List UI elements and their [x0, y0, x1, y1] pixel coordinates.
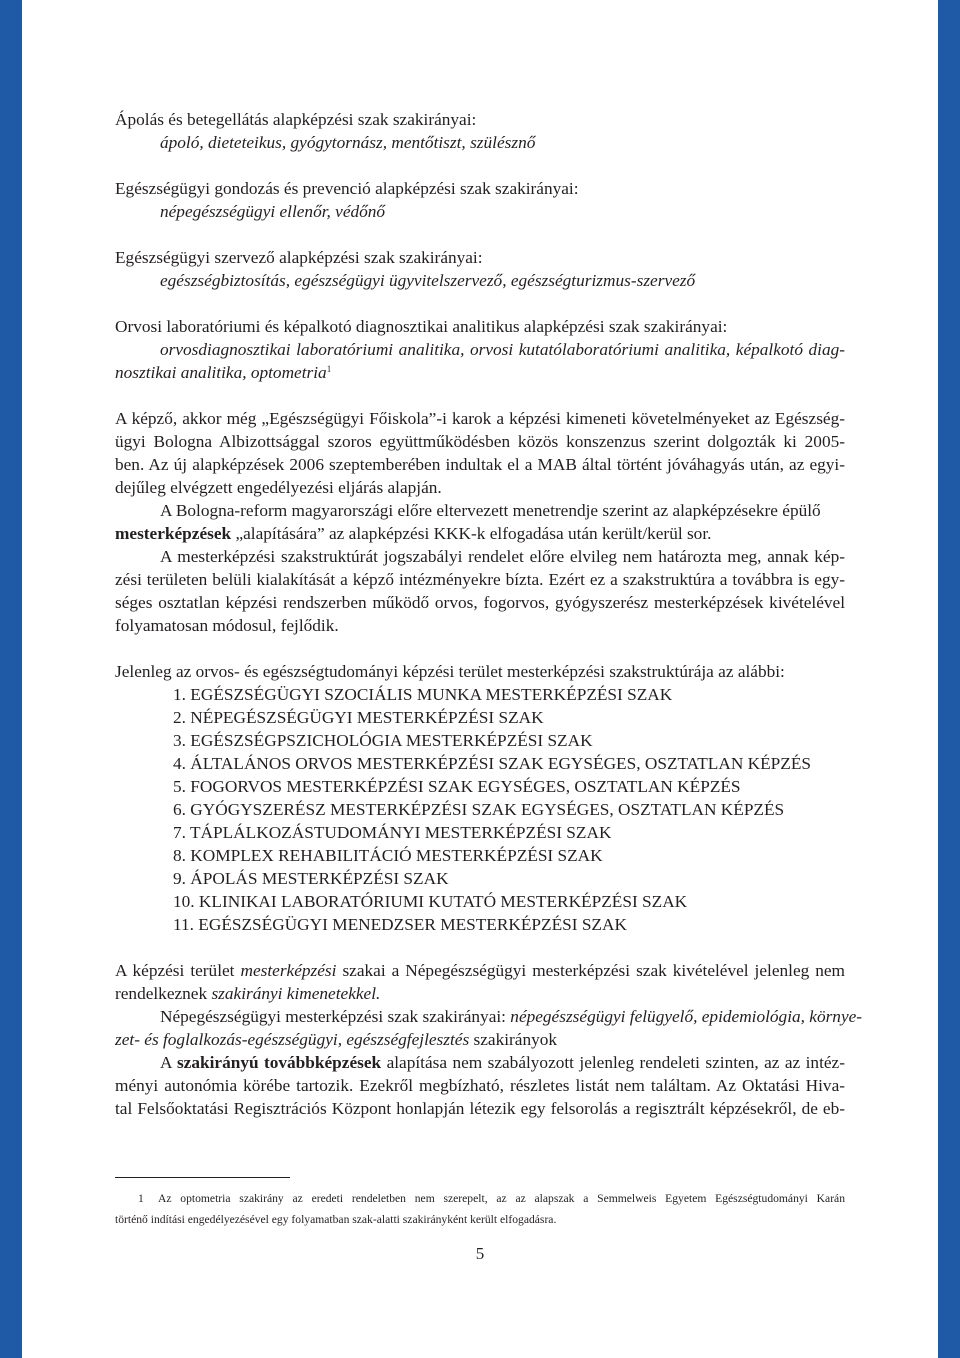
section-items: ápoló, dieteteikus, gyógytornász, mentőtiszt, szülésznő: [160, 133, 536, 152]
list-item: 9. ÁPOLÁS MESTERKÉPZÉSI SZAK: [173, 869, 449, 888]
left-border-bar: [0, 0, 22, 1358]
list-intro: Jelenleg az orvos- és egészségtudományi képzési terület mesterképzési szakstruktúrája az alábbi:: [115, 662, 785, 681]
section-heading: Egészségügyi gondozás és prevenció alapképzési szak szakirányai:: [115, 179, 579, 198]
right-border-bar: [938, 0, 960, 1358]
list-item: 6. GYÓGYSZERÉSZ MESTERKÉPZÉSI SZAK EGYSÉGES, OSZTATLAN KÉPZÉS: [173, 800, 785, 819]
page-number: 5: [475, 1244, 485, 1263]
list-item: 3. EGÉSZSÉGPSZICHOLÓGIA MESTERKÉPZÉSI SZAK: [173, 731, 593, 750]
footnote-number: 1: [138, 1192, 144, 1205]
list-item: 5. FOGORVOS MESTERKÉPZÉSI SZAK EGYSÉGES, OSZTATLAN KÉPZÉS: [173, 777, 741, 796]
section-items: orvosdiagnosztikai laboratóriumi analitika, orvosi kutatólaboratóriumi analitika, képalkotó diag-: [160, 340, 845, 359]
paragraph: A képző, akkor még „Egészségügyi Főiskola”-i karok a képzési kimeneti követelményeket az Egészség- ügyi Bologna Albizottsággal szoros együttműködésben közös konszenzus szerint dolgozták ki 2005- ben. Az új alapképzések 2006 szeptemberében indultak el a MAB által történt jóváhagyás után, az egyi- dejűleg elvégzett engedélyezési eljárás alapján.: [115, 409, 845, 497]
footnote: 1 Az optometria szakirány az eredeti rendeletben nem szerepelt, az az alapszak a Semmelweis Egyetem Egészségtudományi Karán történő indítási engedélyezésével egy folyamatban szak-alatti szakirányként került elfogadásra.: [115, 1188, 845, 1230]
program-list: [115, 683, 845, 936]
section-items: egészségbiztosítás, egészségügyi ügyvitelszervező, egészségturizmus-szervező: [160, 271, 696, 290]
list-item: 4. ÁLTALÁNOS ORVOS MESTERKÉPZÉSI SZAK EGYSÉGES, OSZTATLAN KÉPZÉS: [173, 754, 812, 773]
footnote-reference[interactable]: 1: [326, 364, 332, 374]
paragraph: Népegészségügyi mesterképzési szak szakirányai: népegészségügyi felügyelő, epidemiológia, környe- zet- és foglalkozás-egészségügyi, egészségfejlesztés szakirányok: [115, 1007, 863, 1049]
footnote-separator: [115, 1177, 290, 1178]
paragraph: A szakirányú továbbképzések alapítása nem szabályozott jelenleg rendeleti szinten, az az intéz- ményi autonómia körébe tartozik. Ezekről megbízható, részletes listát nem találtam. Az Oktatási Hiva- tal Felsőoktatási Regisztrációs Központ honlapján létezik egy felsorolás a regisztrált képzésekről, de eb-: [115, 1053, 845, 1118]
page-body: [115, 108, 863, 1120]
paragraph: A képzési terület mesterképzési szakai a Népegészségügyi mesterképzési szak kivételével jelenleg nem rendelkeznek szakirányi kimenetekkel.: [115, 961, 845, 1003]
section-items-continued: nosztikai analitika, optometria$^1$: [115, 363, 332, 382]
list-item: 10. KLINIKAI LABORATÓRIUMI KUTATÓ MESTERKÉPZÉSI SZAK: [173, 892, 688, 911]
list-item: 11. EGÉSZSÉGÜGYI MENEDZSER MESTERKÉPZÉSI SZAK: [173, 915, 627, 934]
bold-term: mesterképzések: [115, 524, 232, 543]
section-items: népegészségügyi ellenőr, védőnő: [160, 202, 386, 221]
section-heading: Orvosi laboratóriumi és képalkotó diagnosztikai analitikus alapképzési szak szakirányai:: [115, 317, 728, 336]
list-item: 2. NÉPEGÉSZSÉGÜGYI MESTERKÉPZÉSI SZAK: [173, 708, 544, 727]
section-heading: Ápolás és betegellátás alapképzési szak szakirányai:: [115, 110, 477, 129]
paragraph: A Bologna-reform magyarországi előre eltervezett menetrendje szerint az alapképzésekre épülő mesterképzések „alapítására” az alapképzési KKK-k elfogadása után került/kerül sor.: [115, 501, 821, 543]
section-heading: Egészségügyi szervező alapképzési szak szakirányai:: [115, 248, 483, 267]
bold-term: szakirányú továbbképzések: [176, 1053, 382, 1072]
list-item: 7. TÁPLÁLKOZÁSTUDOMÁNYI MESTERKÉPZÉSI SZAK: [173, 823, 612, 842]
paragraph: A mesterképzési szakstruktúrát jogszabályi rendelet előre elvileg nem határozta meg, annak kép- zési területen belüli kialakítását a képző intézményekre bízta. Ezért ez a szakstruktúra a továbbra is egy- séges osztatlan képzési rendszerben működő orvos, fogorvos, gyógyszerész mesterképzések kivételével folyamatosan módosul, fejlődik.: [115, 547, 845, 635]
list-item: 1. EGÉSZSÉGÜGYI SZOCIÁLIS MUNKA MESTERKÉPZÉSI SZAK: [173, 685, 673, 704]
list-item: 8. KOMPLEX REHABILITÁCIÓ MESTERKÉPZÉSI SZAK: [173, 846, 603, 865]
